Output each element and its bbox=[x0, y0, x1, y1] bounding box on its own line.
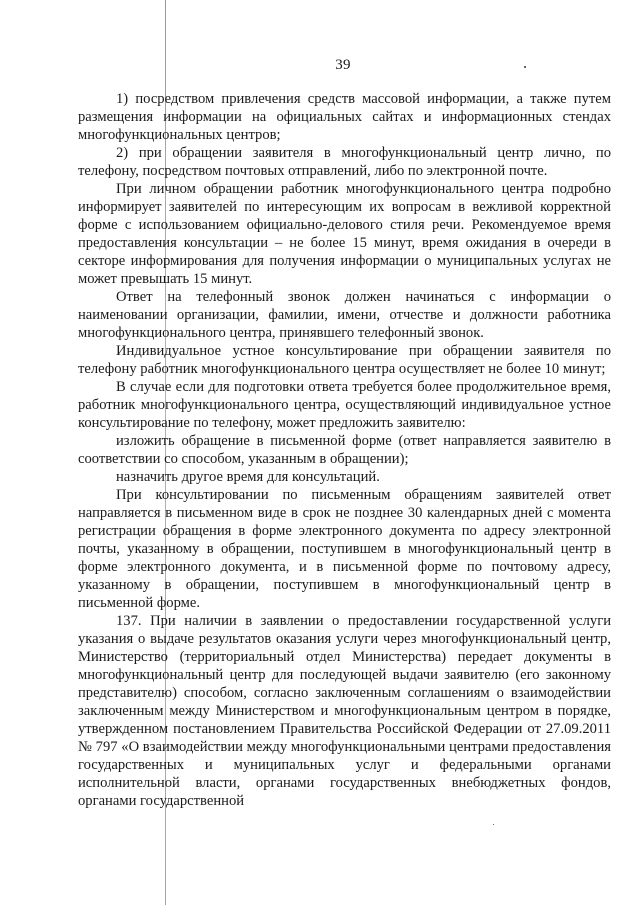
page-number: 39 bbox=[335, 57, 351, 73]
scan-speck bbox=[493, 824, 494, 825]
paragraph-2: 2) при обращении заявителя в многофункциональный центр лично, по телефону, посредством почтовых отправлений, либо по электронной почте. bbox=[78, 145, 611, 179]
paragraph-6: В случае если для подготовки ответа требуется более продолжительное время, работник многофункционального центра, осуществляющий индивидуальное устное консультирование по телефону, может предложить заявителю: bbox=[78, 379, 611, 431]
paragraph-5: Индивидуальное устное консультирование при обращении заявителя по телефону работник многофункционального центра осуществляет не более 10 минут; bbox=[78, 343, 611, 377]
paragraph-7: изложить обращение в письменной форме (ответ направляется заявителю в соответствии со способом, указанным в обращении); bbox=[78, 433, 611, 467]
document-body bbox=[78, 90, 611, 810]
paragraph-10: 137. При наличии в заявлении о предоставлении государственной услуги указания о выдаче результатов оказания услуги через многофункциональный центр, Министерство (территориальный отдел Министерства) передает документы в многофункциональный центр для последующей выдачи заявителю (его законному представителю) способом, согласно заключенным соглашениям о взаимодействии заключенным между Министерством и многофункциональным центром в порядке, утвержденном постановлением Правительства Российской Федерации от 27.09.2011 № 797 «О взаимодействии между многофункциональными центрами предоставления государственных и муниципальных услуг и федеральными органами исполнительной власти, органами государственных внебюджетных фондов, органами государственной bbox=[78, 613, 611, 809]
paragraph-9: При консультировании по письменным обращениям заявителей ответ направляется в письменном виде в срок не позднее 30 календарных дней с момента регистрации обращения в форме электронного документа по адресу электронной почты, указанному в обращении, поступившем в многофункциональный центр в форме электронного документа, и в письменной форме по почтовому адресу, указанному в обращении, поступившем в многофункциональный центр в письменной форме. bbox=[78, 487, 611, 611]
paragraph-4: Ответ на телефонный звонок должен начинаться с информации о наименовании организации, фамилии, имени, отчестве и должности работника многофункционального центра, принявшего телефонный звонок. bbox=[78, 289, 611, 341]
paragraph-8: назначить другое время для консультаций. bbox=[116, 469, 380, 485]
scan-speck bbox=[524, 66, 526, 68]
paragraph-3: При личном обращении работник многофункционального центра подробно информирует заявителей по интересующим их вопросам в вежливой корректной форме с использованием официально-делового стиля речи. Рекомендуемое время предоставления консультации – не более 15 минут, время ожидания в очереди в секторе информирования для получения информации о муниципальных услугах не может превышать 15 минут. bbox=[78, 181, 611, 287]
paragraph-1: 1) посредством привлечения средств массовой информации, а также путем размещения информации на официальных сайтах и информационных стендах многофункциональных центров; bbox=[78, 91, 611, 143]
